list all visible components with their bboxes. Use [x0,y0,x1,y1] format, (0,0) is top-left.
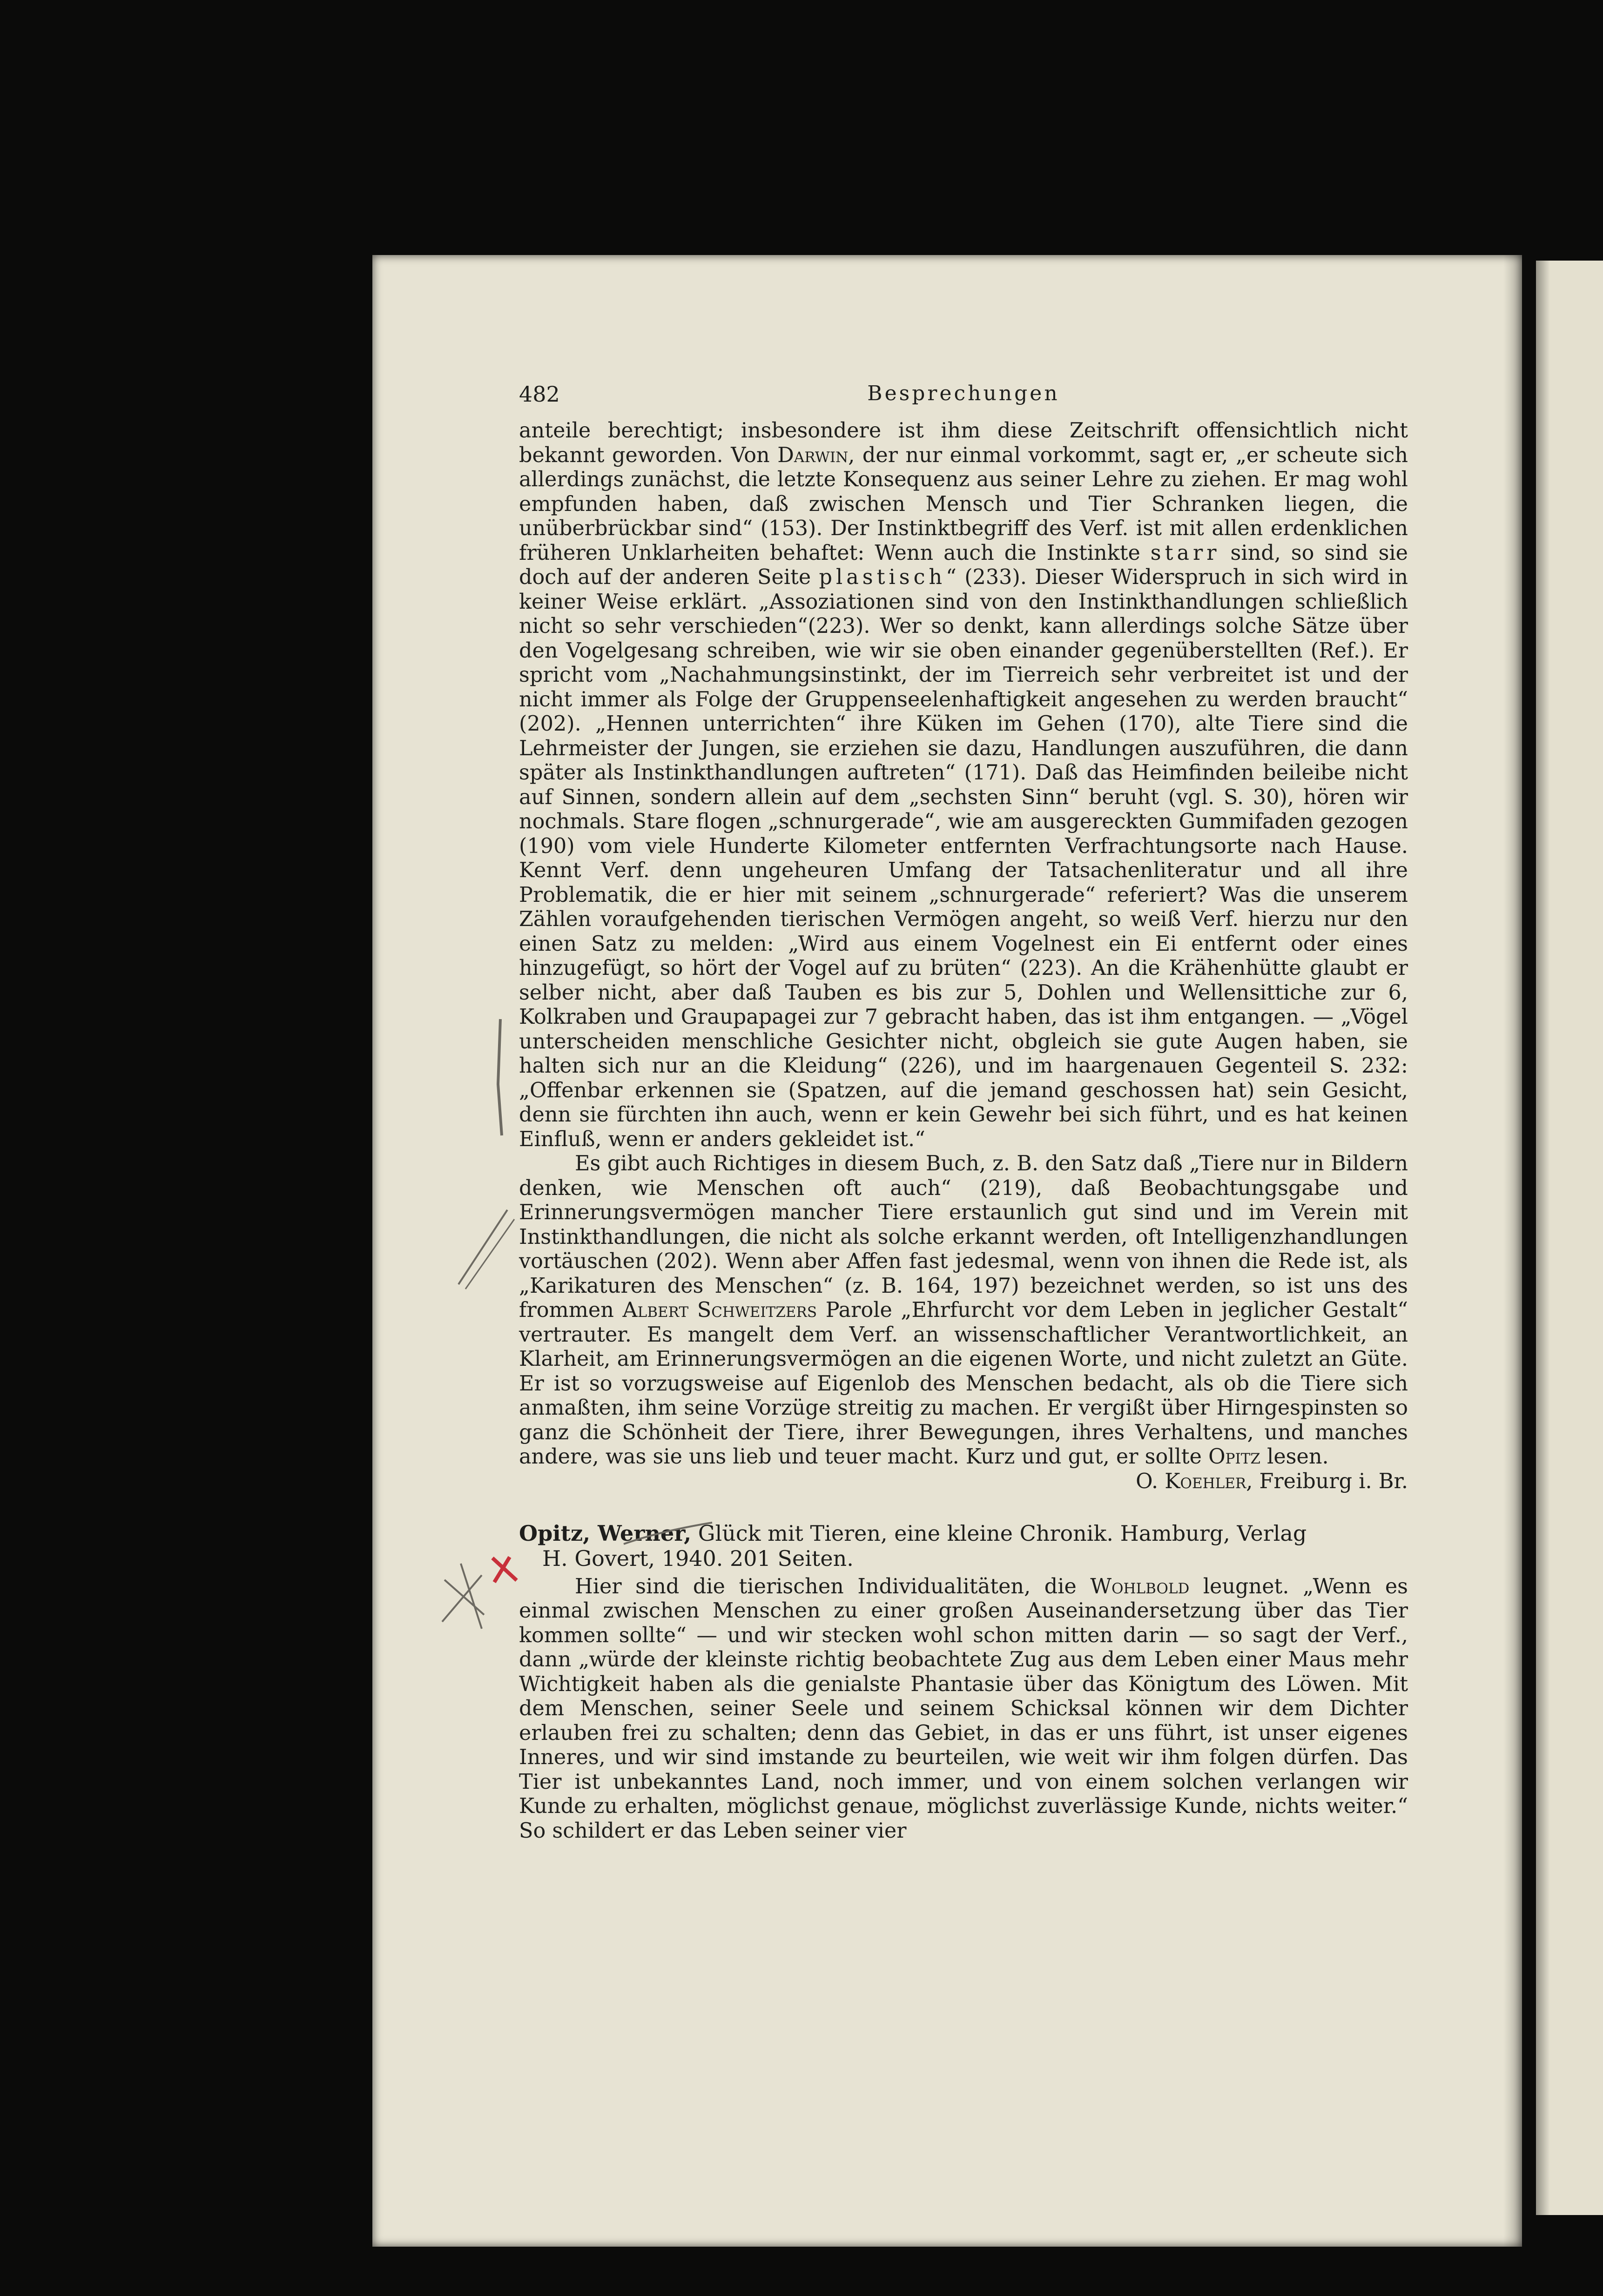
person-name: Albert Schweitzers [622,1298,817,1322]
text-run: Es gibt auch Richtiges in diesem Buch, z. B. den Satz daß „Tiere nur in Bildern denken, wie Menschen oft auch“ (219), daß Beobachtungsgabe und Erinnerungsvermögen mancher Tiere erstaunlich gut sind und im Verein mit Instinkthandlungen, die nicht als solche erkannt werden, oft Intelligenzhandlungen vortäuschen (202). Wenn aber Affen fast jedesmal, wenn von ihnen die Rede ist, als „Karikaturen des Menschen“ (z. B. 164, 197) bezeichnet werden, so ist uns des frommen [519,1152,1408,1322]
running-head: Besprechungen [867,382,1060,405]
text-run: , der nur einmal vorkommt, sagt er, „er scheute sich allerdings zunächst, die letzte Konsequenz aus seiner Lehre zu ziehen. Er mag wohl empfunden haben, daß zwischen Mensch und Tier Schranken liegen, die unüberbrückbar sind“ (153). Der Instinktbegriff des Verf. ist mit allen erdenklichen früheren Unklarheiten behaftet: Wenn auch die Instinkte [519,443,1408,565]
book-publication: H. Govert, 1940. 201 Seiten. [542,1545,854,1571]
review-text-block [519,419,1408,1470]
review2-body [519,1575,1408,1844]
signature-place: , Freiburg i. Br. [1246,1469,1408,1493]
emphasized-word: starr [1150,541,1220,565]
page-header [519,382,1408,419]
book-title: Glück mit Tieren, eine kleine Chronik. Hamburg, Verlag [691,1520,1307,1546]
signature-initial: O. [1136,1469,1165,1493]
text-run: Hier sind die tierischen Individualitäten, die [575,1574,1091,1598]
book-author: Opitz, Werner, [519,1520,692,1546]
text-run: lesen. [1260,1445,1329,1469]
emphasized-word: plastisch [819,565,946,589]
page-content [519,382,1408,1843]
text-run: Parole „Ehrfurcht vor dem Leben in jeglicher Gestalt“ vertrauter. Es mangelt dem Verf. an wissenschaftlicher Verantwortlichkeit, an Klarheit, am Erinnerungsvermögen an die eigenen Worte, und nicht zuletzt an Güte. Er ist so vorzugsweise auf Eigenlob des Menschen bedacht, als ob die Tiere sich anmaßten, ihm seine Vorzüge streitig zu machen. Er vergißt über Hirngespinsten so ganz die Schönheit der Tiere, ihrer Bewegungen, ihres Verhaltens, und manches andere, was sie uns lieb und teuer macht. Kurz und gut, er sollte [519,1298,1408,1469]
review1-paragraph2 [519,1152,1408,1470]
person-name: Darwin [777,443,849,467]
page-number: 482 [519,382,560,407]
signature-name: Koehler [1165,1469,1246,1493]
text-run: anteile berechtigt; insbesondere ist ihm diese Zeitschrift offensichtlich nicht bekannt geworden. Von [519,419,1408,467]
review2-heading [519,1521,1408,1571]
person-name: Opitz [1208,1445,1260,1469]
text-run: sind, so sind sie doch auf der anderen Seite [519,541,1408,589]
text-run: “ (233). Dieser Widerspruch in sich wird in keiner Weise erklärt. „Assoziationen sind von den Instinkthandlungen schließlich nicht so sehr verschieden“(223). Wer so denkt, kann allerdings solche Sätze über den Vogelgesang schreiben, wie wir sie oben einander gegenüberstellten (Ref.). Er spricht vom „Nachahmungsinstinkt, der im Tierreich sehr verbreitet ist und der nicht immer als Folge der Gruppenseelenhaftigkeit angesehen zu werden braucht“ (202). „Hennen unterrichten“ ihre Küken im Gehen (170), alte Tiere sind die Lehrmeister der Jungen, sie erziehen sie dazu, Handlungen auszuführen, die dann später als Instinkthandlungen auftreten“ (171). Daß das Heimfinden beileibe nicht auf Sinnen, sondern allein auf dem „sechsten Sinn“ beruht (vgl. S. 30), hören wir nochmals. Stare flogen „schnurgerade“, wie am ausgereckten Gummifaden gezogen (190) vom viele Hunderte Kilometer entfernten Verfrachtungsorte nach Hause. Kennt Verf. denn ungeheuren Umfang der Tatsachenliteratur und all ihre Problematik, die er hier mit seinem „schnurgerade“ referiert? Was die unserem Zählen voraufgehenden tierischen Vermögen angeht, so weiß Verf. hierzu nur den einen Satz zu melden: „Wird aus einem Vogelnest ein Ei entfernt oder eines hinzugefügt, so hört der Vogel auf zu brüten“ (223). An die Krähenhütte glaubt er selber nicht, aber daß Tauben es bis zur 5, Dohlen und Wellensittiche zur 6, Kolkraben und Graupapagei zur 7 gebracht haben, das ist ihm entgangen. — „Vögel unterscheiden menschliche Gesichter nicht, obgleich sie gute Augen haben, sie halten sich nur an die Kleidung“ (226), und im haargenauen Gegenteil S. 232: „Offenbar erkennen sie (Spatzen, auf die jemand geschossen hat) sein Gesicht, denn sie fürchten ihn auch, wenn er kein Gewehr bei sich führt, und es hat keinen Einfluß, wenn er anders gekleidet ist.“ [519,565,1408,1151]
signature-text [1136,1470,1408,1494]
review2-paragraph1 [519,1575,1408,1844]
reviewer-signature [519,1470,1408,1494]
person-name: Wohlbold [1090,1574,1190,1598]
facing-page-edge [1536,261,1603,2215]
text-run: leugnet. „Wenn es einmal zwischen Menschen zu einer großen Auseinandersetzung über das Tier kommen sollte“ — und wir stecken wohl schon mitten darin — so sagt der Verf., dann „würde der kleinste richtig beobachtete Zug aus dem Leben einer Maus mehr Wichtigkeit haben als die genialste Phantasie über das Königtum des Löwen. Mit dem Menschen, seiner Seele und seinem Schicksal können wir dem Dichter erlauben frei zu schalten; denn das Gebiet, in das er uns führt, ist unser eigenes Inneres, und wir sind imstande zu beurteilen, wie weit wir ihm folgen dürfen. Das Tier ist unbekanntes Land, noch immer, und von einem solchen verlangen wir Kunde zu erhalten, möglichst genaue, möglichst zuverlässige Kunde, nichts weiter.“ So schildert er das Leben seiner vier [519,1574,1408,1843]
review1-paragraph1 [519,419,1408,1152]
